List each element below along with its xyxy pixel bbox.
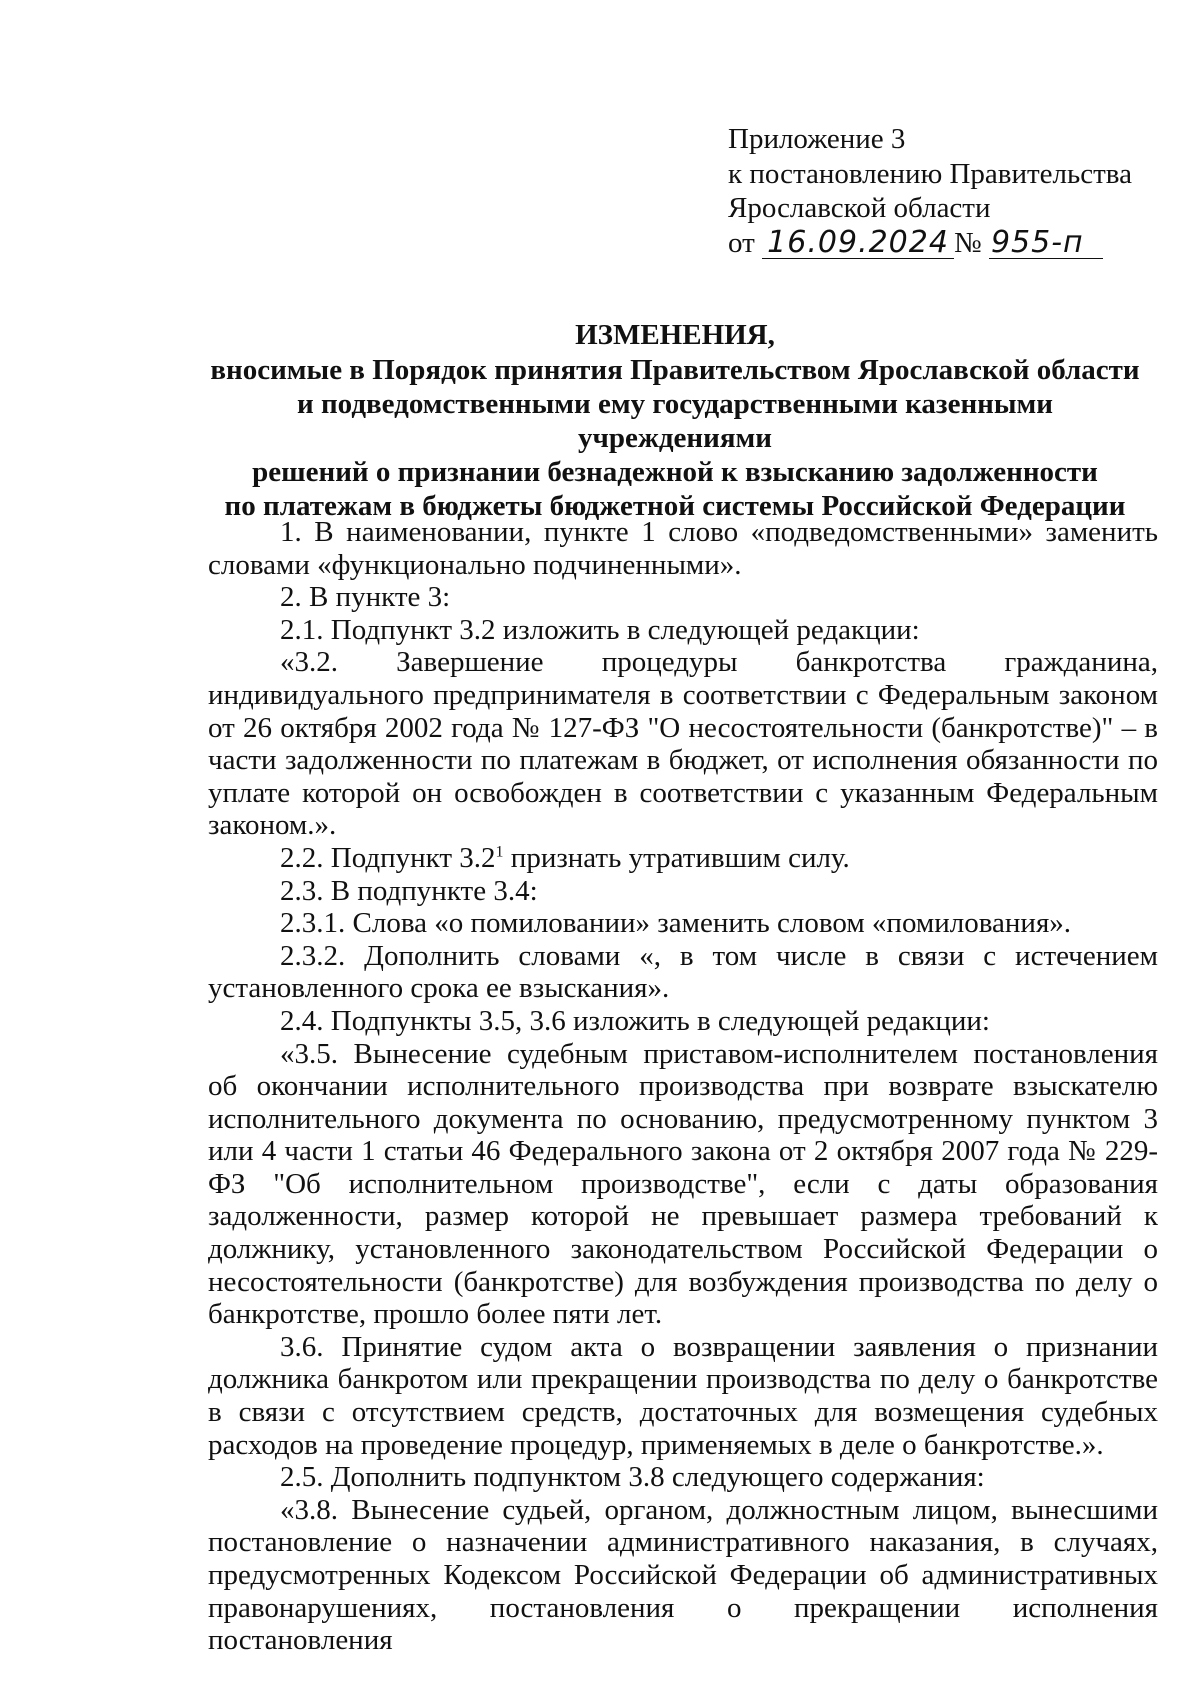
paragraph: 1. В наименовании, пункте 1 слово «подведомственными» заменить словами «функционально подчиненными». (208, 516, 1158, 581)
superscript: 1 (495, 843, 504, 861)
paragraph: 2.4. Подпункты 3.5, 3.6 изложить в следующей редакции: (280, 1004, 990, 1037)
paragraph: 2.1. Подпункт 3.2 изложить в следующей редакции: (280, 613, 920, 646)
paragraph: 2.3. В подпункте 3.4: (280, 874, 538, 907)
from-label: от (728, 226, 755, 259)
title-main: ИЗМЕНЕНИЯ, (575, 319, 775, 351)
title-line: по платежам в бюджеты бюджетной системы Российской Федерации (224, 490, 1126, 522)
title-line: и подведомственными ему государственными казенными учреждениями (297, 388, 1053, 454)
number-label: № (954, 226, 982, 259)
paragraph: 2.3.2. Дополнить словами «, в том числе в связи с истечением установленного срока ее взыскания». (208, 939, 1158, 1005)
paragraph: 2.3.1. Слова «о помиловании» заменить словом «помилования». (280, 907, 1072, 940)
title-line: вносимые в Порядок принятия Правительством Ярославской области (210, 354, 1140, 386)
handwritten-number: 955-п (989, 228, 1103, 259)
handwritten-date: 16.09.2024 (762, 228, 954, 259)
paragraph-text: 2.2. Подпункт 3.2 (280, 841, 496, 874)
document-title (200, 318, 1150, 523)
paragraph: «3.2. Завершение процедуры банкротства гражданина, индивидуального предпринимателя в соответствии с Федеральным законом от 26 октября 2002 года № 127-ФЗ "О несостоятельности (банкротстве)" – в части задолженности по платежам в бюджет, от исполнения обязанности по уплате которой он освобожден в соответствии с указанным Федеральным законом.». (208, 646, 1158, 842)
appendix-block (728, 122, 1132, 260)
paragraph: 2.5. Дополнить подпунктом 3.8 следующего содержания: (280, 1461, 985, 1494)
appendix-region: Ярославской области (728, 192, 991, 224)
paragraph: «3.8. Вынесение судьей, органом, должностным лицом, вынесшими постановление о назначении административного наказания, в случаях, предусмотренных Кодексом Российской Федерации об административных правонарушениях, постановления о прекращении исполнения постановления (208, 1493, 1158, 1657)
paragraph-text: признать утратившим силу. (503, 841, 850, 874)
appendix-date-number-line (728, 226, 1132, 261)
paragraph: 2. В пункте 3: (280, 581, 451, 614)
appendix-title: Приложение 3 (728, 123, 906, 155)
document-body (208, 516, 1158, 1657)
paragraph: «3.5. Вынесение судебным приставом-исполнителем постановления об окончании исполнительного производства при возврате взыскателю исполнительного документа по основанию, предусмотренному пунктом 3 или 4 части 1 статьи 46 Федерального закона от 2 октября 2007 года № 229-ФЗ "Об исполнительном производстве", если с даты образования задолженности, размер которой не превышает размера требований к должнику, установленного законодательством Российской Федерации о несостоятельности (банкротстве) для возбуждения производства по делу о банкротстве, прошло более пяти лет. (208, 1037, 1158, 1331)
appendix-reference: к постановлению Правительства (728, 157, 1132, 190)
paragraph (208, 842, 1158, 875)
paragraph: 3.6. Принятие судом акта о возвращении заявления о признании должника банкротом или прекращении производства по делу о банкротстве в связи с отсутствием средств, достаточных для возмещения судебных расходов на проведение процедур, применяемых в деле о банкротстве.». (208, 1330, 1158, 1461)
title-line: решений о признании безнадежной к взысканию задолженности (252, 456, 1098, 488)
